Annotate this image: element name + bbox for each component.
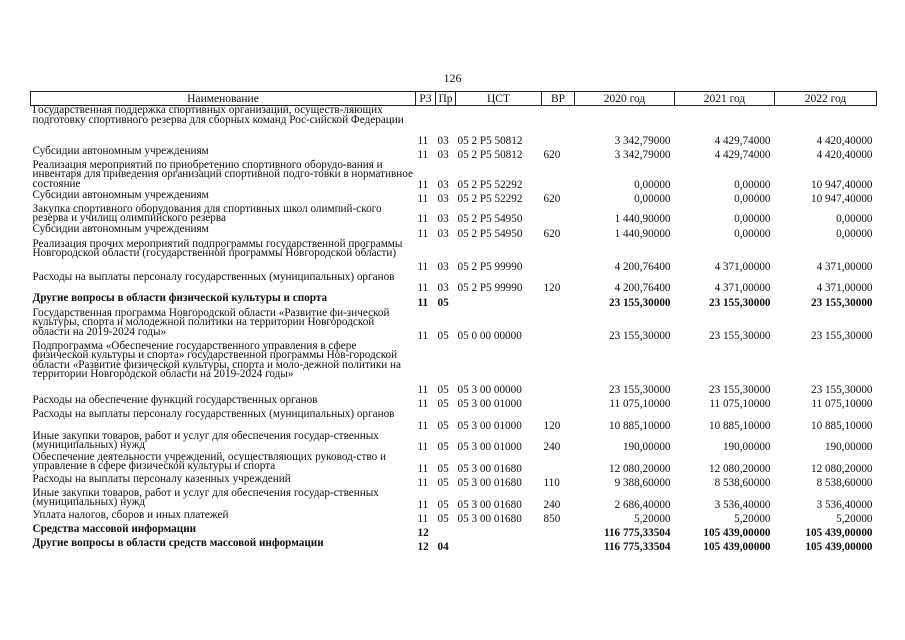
row-cst: 05 3 00 01000 [457, 420, 522, 432]
row-name: Другие вопросы в области физической культуры и спорта [32, 291, 328, 304]
row-rz: 11 [417, 135, 429, 147]
row-2020: 12 080,20000 [608, 463, 671, 475]
row-cst: 05 0 00 00000 [457, 330, 522, 342]
row-2020: 4 200,76400 [614, 261, 671, 273]
row-name: Расходы на выплаты персоналу государственных (муниципальных) органов [32, 407, 395, 420]
row-2021: 4 429,74000 [714, 135, 771, 147]
row-rz: 11 [417, 330, 429, 342]
row-2022: 105 439,00000 [805, 541, 873, 553]
row-cst: 05 2 P5 99990 [457, 282, 523, 294]
row-vr: 240 [543, 441, 561, 453]
budget-table [30, 91, 877, 553]
row-rz: 11 [417, 477, 429, 489]
row-name: Реализация мероприятий по приобретению спортивного оборудо-вания и инвентаря для приведения организаций спортивной подго-товки в нормативное состояние [32, 158, 413, 190]
table-row [31, 489, 877, 511]
row-pr: 03 [437, 149, 449, 161]
row-2022: 0,00000 [836, 228, 873, 240]
row-pr: 05 [437, 441, 449, 453]
row-cst: 05 2 P5 52292 [457, 193, 523, 205]
row-2020: 4 200,76400 [614, 282, 671, 294]
row-2021: 23 155,30000 [708, 384, 771, 396]
row-cst: 05 3 00 01000 [457, 398, 522, 410]
row-rz: 11 [417, 149, 429, 161]
row-vr [542, 396, 575, 410]
row-2020: 9 388,60000 [614, 477, 671, 489]
header-vr: ВР [542, 92, 575, 106]
row-rz: 11 [417, 228, 429, 240]
row-2021: 5,20000 [734, 513, 771, 525]
row-vr: 240 [543, 499, 561, 511]
row-pr: 03 [437, 213, 449, 225]
row-vr: 620 [543, 228, 561, 240]
row-pr: 04 [437, 541, 449, 553]
row-pr: 03 [437, 228, 449, 240]
row-2020: 11 075,10000 [609, 398, 671, 410]
page-number: 126 [443, 71, 462, 85]
row-2022: 4 371,00000 [816, 282, 873, 294]
row-vr: 620 [543, 149, 561, 161]
row-2020: 23 155,30000 [608, 384, 671, 396]
row-2020: 116 775,33504 [603, 541, 671, 553]
row-2020: 1 440,90000 [614, 213, 671, 225]
row-pr: 05 [437, 330, 449, 342]
row-pr: 05 [437, 477, 449, 489]
header-2020: 2020 год [575, 92, 675, 106]
row-cst: 05 2 P5 54950 [457, 228, 523, 240]
row-pr: 03 [437, 135, 449, 147]
row-cst: 05 2 P5 50812 [457, 149, 523, 161]
row-name: Субсидии автономным учреждениям [32, 144, 209, 157]
row-rz: 11 [417, 297, 429, 309]
row-2021: 12 080,20000 [708, 463, 771, 475]
row-2021: 10 885,10000 [708, 420, 771, 432]
table-row [31, 539, 877, 553]
row-pr: 03 [437, 193, 449, 205]
row-pr: 05 [437, 499, 449, 511]
row-name: Уплата налогов, сборов и иных платежей [32, 508, 229, 521]
row-vr: 120 [543, 420, 561, 432]
row-pr: 05 [437, 463, 449, 475]
row-2020: 10 885,10000 [608, 420, 671, 432]
row-cst: 05 3 00 01680 [457, 499, 522, 511]
row-vr [542, 294, 575, 309]
row-name: Расходы на выплаты персоналу государственных (муниципальных) органов [32, 270, 395, 283]
row-2021: 11 075,10000 [709, 398, 771, 410]
row-2021: 105 439,00000 [703, 527, 771, 539]
row-2020: 2 686,40000 [614, 499, 671, 511]
row-2022: 10 885,10000 [810, 420, 873, 432]
row-2021: 23 155,30000 [708, 330, 771, 342]
row-2020: 190,00000 [622, 441, 671, 453]
row-2020: 3 342,79000 [614, 135, 671, 147]
row-cst: 05 3 00 01680 [457, 477, 522, 489]
row-cst: 05 2 P5 52292 [457, 179, 523, 191]
row-rz: 11 [417, 499, 429, 511]
row-2022: 8 538,60000 [816, 477, 873, 489]
row-cst [456, 294, 542, 309]
row-cst: 05 3 00 01000 [457, 441, 522, 453]
row-2022: 11 075,10000 [811, 398, 873, 410]
row-name: Иные закупки товаров, работ и услуг для обеспечения государ-ственных (муниципальных) нужд [32, 429, 379, 451]
row-rz: 11 [417, 193, 429, 205]
header-cst: ЦСТ [456, 92, 542, 106]
row-cst: 05 3 00 00000 [457, 384, 522, 396]
row-pr: 03 [437, 261, 449, 273]
row-2022: 23 155,30000 [810, 297, 873, 309]
table-row [31, 432, 877, 453]
row-2020: 5,20000 [634, 513, 671, 525]
row-2021: 0,00000 [734, 213, 771, 225]
row-2022: 5,20000 [836, 513, 873, 525]
row-name: Расходы на обеспечение функций государственных органов [32, 393, 318, 406]
row-2021: 4 371,00000 [714, 261, 771, 273]
row-2022: 4 420,40000 [816, 149, 873, 161]
header-pr: Пр [436, 92, 456, 106]
row-vr [542, 106, 575, 147]
row-rz: 12 [417, 527, 429, 539]
row-vr [542, 240, 575, 273]
table-row [31, 342, 877, 396]
table-row [31, 410, 877, 432]
row-vr: 850 [543, 513, 561, 525]
row-vr [542, 342, 575, 396]
row-pr: 05 [437, 297, 449, 309]
row-2021: 0,00000 [734, 193, 771, 205]
row-pr: 05 [437, 513, 449, 525]
row-2020: 23 155,30000 [608, 330, 671, 342]
row-cst [456, 539, 542, 553]
row-cst: 05 3 00 01680 [457, 513, 522, 525]
row-vr [542, 539, 575, 553]
row-2021: 3 536,40000 [714, 499, 771, 511]
row-vr [542, 205, 575, 225]
row-rz: 11 [417, 261, 429, 273]
table-row [31, 205, 877, 225]
row-2021: 4 371,00000 [714, 282, 771, 294]
row-vr: 120 [543, 282, 561, 294]
row-rz: 11 [417, 420, 429, 432]
row-rz: 11 [417, 213, 429, 225]
header-2022: 2022 год [775, 92, 877, 106]
row-name: Средства массовой информации [32, 522, 197, 535]
row-pr: 03 [437, 282, 449, 294]
row-name: Подпрограмма «Обеспечение государственного управления в сфере физической культуры и спорта» государственной программы Нов-городской области «Развитие физической культуры, спорта и моло-дежной политики на территории Новгородской области на 2019-2024 годы» [32, 339, 401, 380]
row-name: Государственная поддержка спортивных организаций, осуществ-ляющих подготовку спортивного резерва для сборных команд Рос-сийской Федерации [32, 104, 404, 126]
row-name: Государственная программа Новгородской области «Развитие фи-зической культуры, спорта и молодежной политики на территории Новгородской области на 2019-2024 годы» [32, 306, 390, 338]
row-2022: 4 420,40000 [816, 135, 873, 147]
header-2021: 2021 год [675, 92, 775, 106]
row-2022: 105 439,00000 [805, 527, 873, 539]
row-rz: 12 [417, 541, 429, 553]
row-pr: 05 [437, 420, 449, 432]
row-rz: 11 [417, 282, 429, 294]
row-cst: 05 3 00 01680 [457, 463, 522, 475]
row-name: Субсидии автономным учреждениям [32, 222, 209, 235]
row-2022: 3 536,40000 [816, 499, 873, 511]
row-2020: 1 440,90000 [614, 228, 671, 240]
row-2021: 105 439,00000 [703, 541, 771, 553]
row-2021: 8 538,60000 [714, 477, 771, 489]
row-2022: 0,00000 [836, 213, 873, 225]
row-vr [542, 525, 575, 539]
row-pr [436, 525, 456, 539]
table-body [31, 106, 877, 553]
row-name: Иные закупки товаров, работ и услуг для обеспечения государ-ственных (муниципальных) нужд [32, 486, 379, 508]
row-2020: 23 155,30000 [608, 297, 671, 309]
row-pr: 03 [437, 179, 449, 191]
row-name: Реализация прочих мероприятий подпрограммы государственной программы Новгородской области (государственной программы Новгородской области) [32, 237, 403, 259]
row-rz: 11 [417, 179, 429, 191]
row-vr [542, 309, 575, 342]
row-2022: 23 155,30000 [810, 384, 873, 396]
table-row [31, 240, 877, 273]
row-rz: 11 [417, 513, 429, 525]
row-2020: 3 342,79000 [614, 149, 671, 161]
row-vr [542, 453, 575, 475]
table-row [31, 106, 877, 147]
row-2022: 10 947,40000 [810, 193, 873, 205]
table-row [31, 161, 877, 191]
header-rz: РЗ [416, 92, 436, 106]
table-row [31, 273, 877, 294]
row-2021: 4 429,74000 [714, 149, 771, 161]
row-rz: 11 [417, 463, 429, 475]
row-pr: 05 [437, 384, 449, 396]
row-2020: 116 775,33504 [603, 527, 671, 539]
table-row [31, 309, 877, 342]
row-2022: 12 080,20000 [810, 463, 873, 475]
header-name: Наименование [31, 92, 416, 106]
row-2021: 0,00000 [734, 228, 771, 240]
row-2021: 23 155,30000 [708, 297, 771, 309]
row-name: Обеспечение деятельности учреждений, осуществляющих руковод-ство и управление в сфере физической культуры и спорта [32, 450, 386, 472]
row-2022: 10 947,40000 [810, 179, 873, 191]
row-rz: 11 [417, 398, 429, 410]
row-vr: 620 [543, 193, 561, 205]
row-cst [456, 525, 542, 539]
row-2021: 190,00000 [722, 441, 771, 453]
row-rz: 11 [417, 384, 429, 396]
row-2020: 0,00000 [634, 179, 671, 191]
row-rz: 11 [417, 441, 429, 453]
table-row [31, 453, 877, 475]
row-cst: 05 2 P5 50812 [457, 135, 523, 147]
row-2022: 4 371,00000 [816, 261, 873, 273]
row-2022: 23 155,30000 [810, 330, 873, 342]
row-vr: 110 [543, 477, 560, 489]
row-pr: 05 [437, 398, 449, 410]
row-2020: 0,00000 [634, 193, 671, 205]
row-cst: 05 2 P5 99990 [457, 261, 523, 273]
row-vr [542, 161, 575, 191]
row-2021: 0,00000 [734, 179, 771, 191]
row-name: Расходы на выплаты персоналу казенных учреждений [32, 472, 291, 485]
row-name: Закупка спортивного оборудования для спортивных школ олимпий-ского резерва и училищ олимпийского резерва [32, 202, 382, 224]
row-name: Субсидии автономным учреждениям [32, 188, 209, 201]
row-name: Другие вопросы в области средств массовой информации [32, 536, 324, 549]
row-2022: 190,00000 [824, 441, 873, 453]
row-cst: 05 2 P5 54950 [457, 213, 523, 225]
